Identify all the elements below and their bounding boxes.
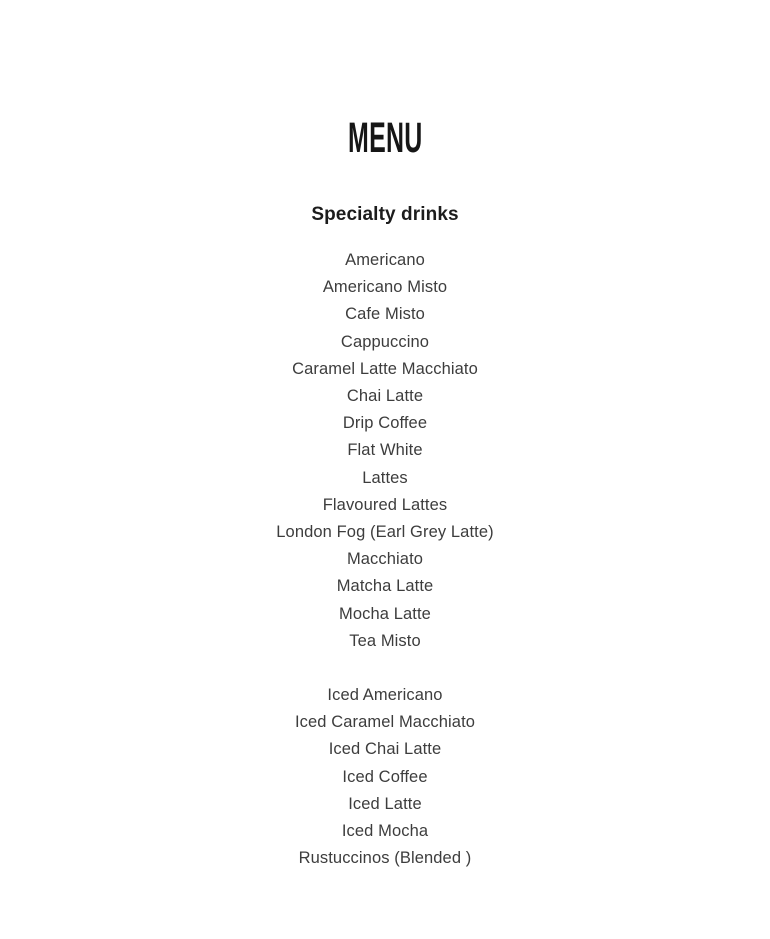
menu-item: Iced Caramel Macchiato: [294, 713, 476, 732]
menu-item: Tea Misto: [349, 631, 421, 650]
menu-item: Iced Latte: [348, 794, 422, 813]
menu-item: Rustuccinos (Blended ): [298, 849, 472, 868]
menu-item: Americano: [345, 251, 425, 269]
menu-item: Cappuccino: [340, 332, 430, 351]
menu-item: Lattes: [362, 468, 408, 487]
menu-item: Cafe Misto: [345, 305, 425, 324]
menu-item: London Fog (Earl Grey Latte): [276, 523, 494, 542]
menu-item: Americano Misto: [322, 278, 448, 297]
menu-item: Flavoured Lattes: [322, 495, 448, 514]
hot-drinks-list: [0, 247, 770, 655]
menu-item: Iced Mocha: [341, 822, 429, 841]
menu-item: Drip Coffee: [342, 414, 428, 433]
menu-item: Caramel Latte Macchiato: [292, 359, 478, 378]
menu-item: Mocha Latte: [339, 604, 431, 623]
menu-item: Iced Chai Latte: [328, 740, 442, 759]
section-heading-specialty-drinks: Specialty drinks: [311, 204, 459, 225]
menu-item: Macchiato: [346, 550, 424, 569]
menu-item: Chai Latte: [346, 387, 424, 406]
menu-item: Flat White: [347, 441, 423, 460]
menu-item: Iced Coffee: [342, 767, 428, 786]
page-title-text: MENU: [347, 114, 423, 162]
iced-drinks-list: [0, 682, 770, 872]
page-title: [0, 0, 770, 162]
menu-item: Iced Americano: [327, 686, 443, 705]
menu-item: Matcha Latte: [336, 577, 434, 596]
